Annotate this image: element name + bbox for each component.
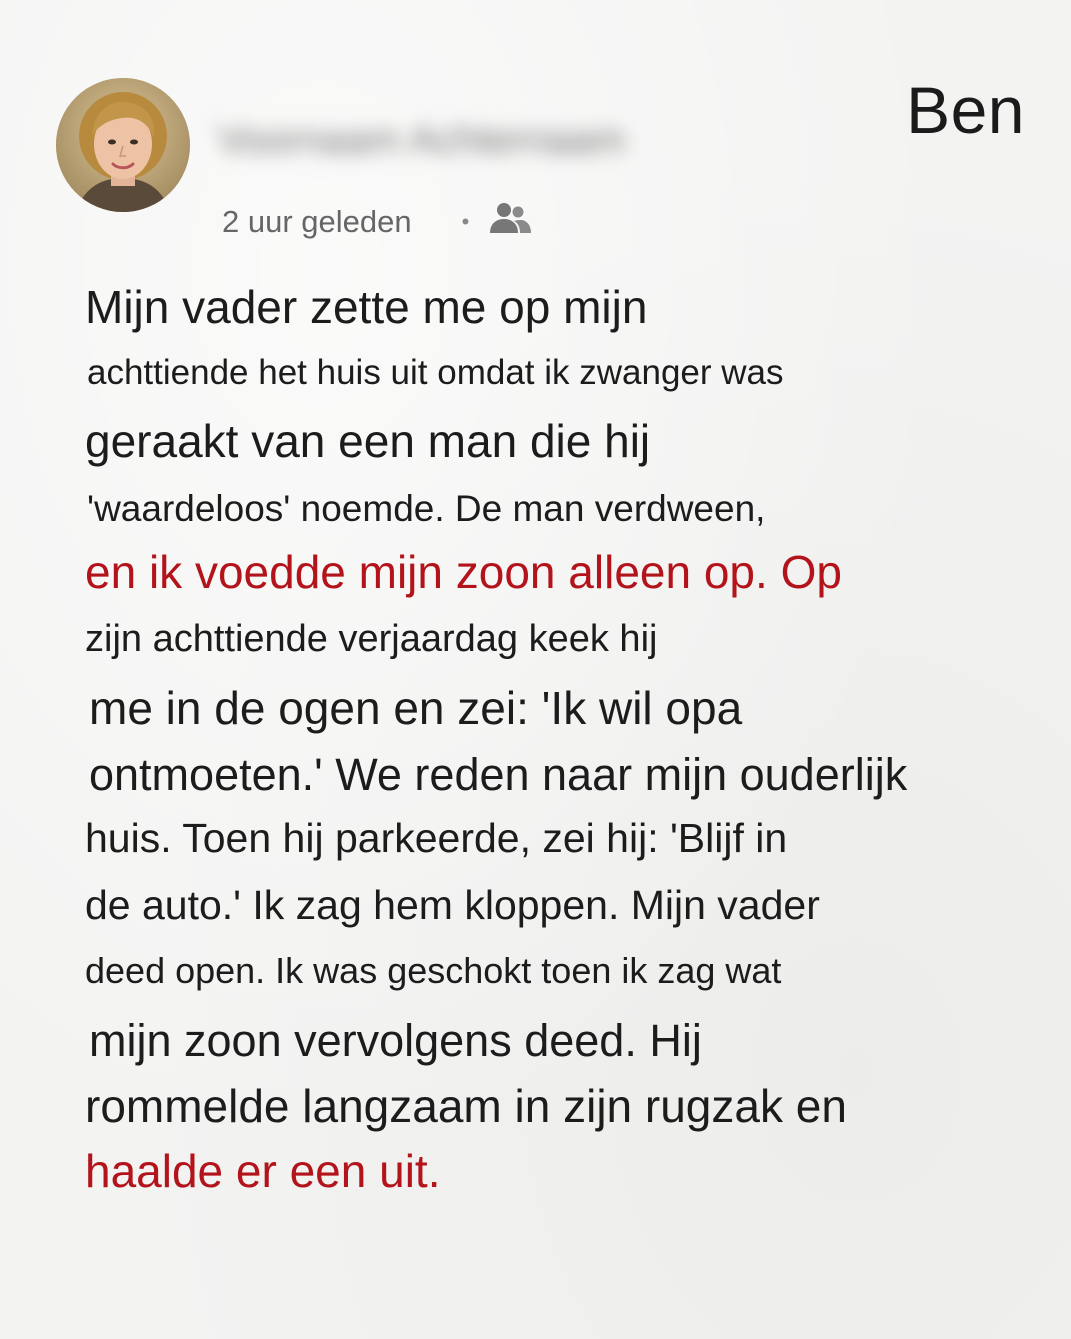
post-line: Mijn vader zette me op mijn [85, 281, 648, 333]
post-line: de auto.' Ik zag hem kloppen. Mijn vader [85, 882, 820, 928]
post-line: achttiende het huis uit omdat ik zwanger was [87, 353, 784, 392]
post-line-highlight: en ik voedde mijn zoon alleen op. Op [85, 546, 842, 598]
post-line: deed open. Ik was geschokt toen ik zag wat [85, 950, 782, 991]
timestamp: 2 uur geleden [222, 204, 412, 239]
post-meta [222, 200, 533, 244]
brand-logo: Ben [906, 73, 1025, 147]
post-line: 'waardeloos' noemde. De man verdween, [87, 488, 766, 529]
post-line: ontmoeten.' We reden naar mijn ouderlijk [89, 749, 908, 800]
post-line: zijn achttiende verjaardag keek hij [85, 618, 658, 660]
post-line: rommelde langzaam in zijn rugzak en [85, 1080, 847, 1132]
post-line-highlight: haalde er een uit. [85, 1145, 441, 1197]
avatar-photo-icon [56, 78, 190, 212]
post-line: me in de ogen en zei: 'Ik wil opa [89, 682, 743, 734]
post-line: geraakt van een man die hij [85, 415, 651, 467]
people-icon[interactable] [487, 199, 533, 245]
avatar[interactable] [56, 78, 190, 212]
username[interactable]: Voornaam Achternaam [218, 118, 625, 162]
separator-dot: • [461, 209, 470, 234]
post-line: mijn zoon vervolgens deed. Hij [89, 1015, 702, 1066]
post-line: huis. Toen hij parkeerde, zei hij: 'Blijf in [85, 815, 788, 861]
